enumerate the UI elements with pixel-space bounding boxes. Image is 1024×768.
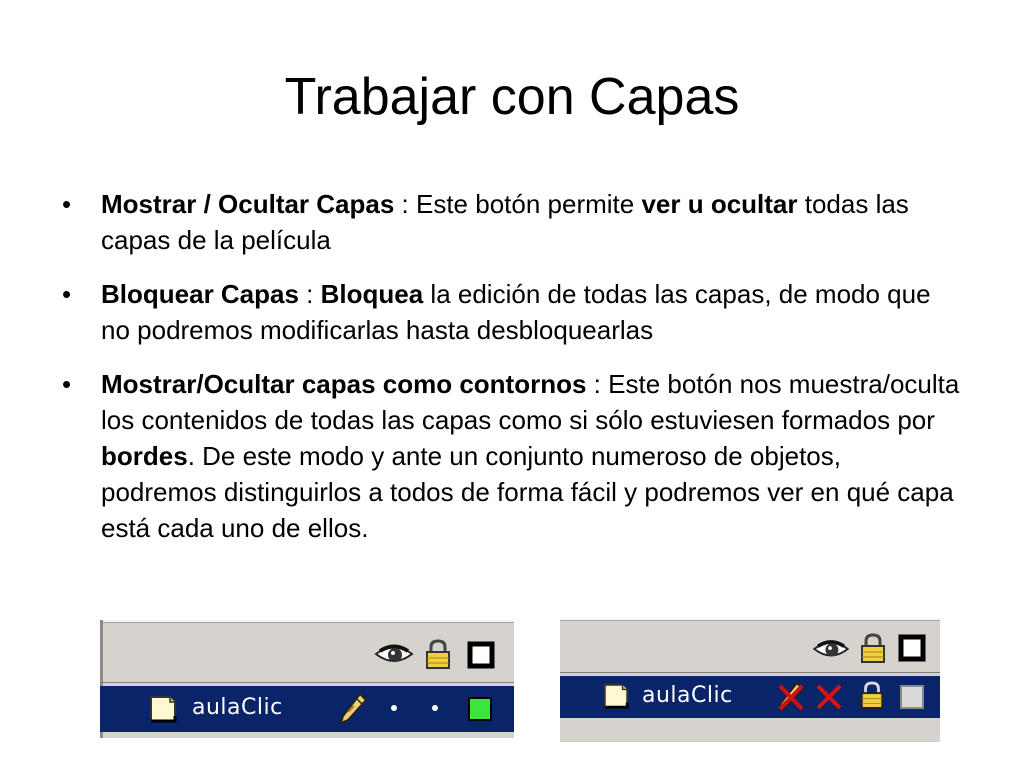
row-separator	[100, 682, 514, 683]
padlock-icon[interactable]	[860, 632, 886, 664]
layer-row[interactable]	[560, 676, 940, 718]
bullet-text: :	[298, 279, 321, 309]
bullet-bold-text: Mostrar / Ocultar Capas	[101, 189, 395, 219]
bullet-text: todas las capas de la película	[101, 189, 909, 255]
pencil-icon[interactable]	[338, 692, 368, 726]
outline-square-icon[interactable]	[467, 641, 495, 669]
layer-row[interactable]	[100, 686, 514, 732]
outline-color-square-icon[interactable]	[900, 685, 924, 709]
row-separator	[560, 672, 940, 673]
bullet-lock	[62, 276, 962, 348]
toolbar-top-border	[560, 618, 940, 621]
outline-square-icon[interactable]	[898, 634, 926, 662]
bullet-text: : Este botón permite	[394, 189, 642, 219]
outline-color-square-icon[interactable]	[468, 697, 492, 721]
bullet-bold-text: Mostrar/Ocultar capas como contornos	[101, 369, 587, 399]
bullet-marker: •	[62, 279, 72, 309]
layer-page-icon	[148, 694, 178, 724]
eye-icon[interactable]	[812, 636, 850, 662]
red-x-icon[interactable]	[814, 682, 844, 712]
bullet-bold-text: ver u ocultar	[641, 189, 798, 219]
timeline-screenshot-1	[100, 620, 514, 738]
bullet-marker: •	[62, 369, 72, 399]
slide-title: Trabajar con Capas	[284, 68, 740, 126]
padlock-icon[interactable]	[425, 638, 451, 670]
bullet-text: la edición de todas las capas, de modo que no podremos modificarlas hasta desbloquearlas	[101, 279, 931, 345]
layer-page-icon	[602, 682, 630, 710]
toolbar-top-border	[100, 620, 514, 623]
bullet-text: . De este modo y ante un conjunto numeroso de objetos, podremos distinguirlos a todos de forma fácil y podremos ver en qué capa está cada uno de ellos.	[101, 441, 954, 543]
crossed-pencil-icon[interactable]	[776, 681, 806, 713]
bullet-bold-text: Bloquea	[320, 279, 424, 309]
padlock-icon[interactable]	[860, 680, 884, 710]
bullet-marker: •	[62, 189, 72, 219]
bullet-outlines	[62, 366, 962, 546]
layer-name[interactable]: aulaClic	[192, 695, 283, 720]
bullet-text: : Este botón nos muestra/oculta los contenidos de todas las capas como si sólo estuviesen formados por	[101, 369, 960, 435]
dot-icon[interactable]	[430, 703, 440, 713]
eye-icon[interactable]	[374, 640, 414, 668]
bullet-bold-text: bordes	[101, 441, 188, 471]
bullet-bold-text: Bloquear Capas	[101, 279, 299, 309]
bullet-list	[62, 186, 962, 564]
bullet-show-hide	[62, 186, 962, 258]
dot-icon[interactable]	[389, 703, 399, 713]
layer-name[interactable]: aulaClic	[642, 683, 733, 708]
